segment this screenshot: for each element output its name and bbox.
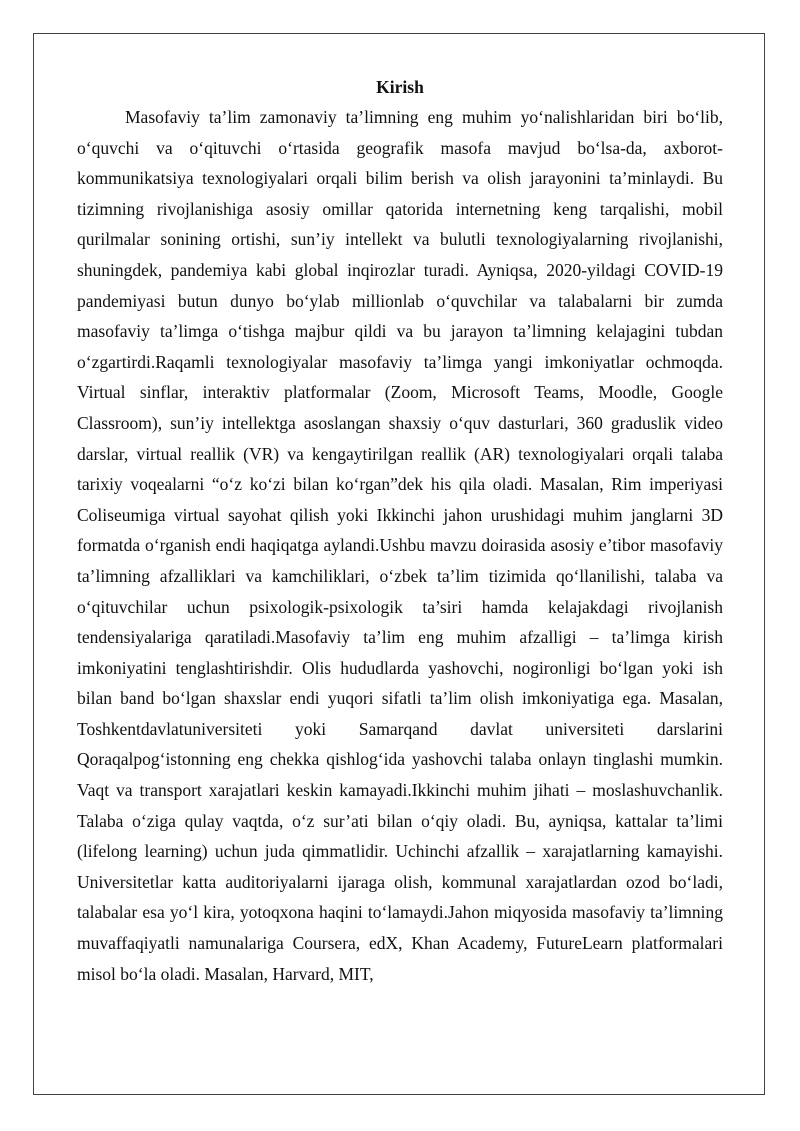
section-title: Kirish [376, 77, 424, 97]
page-content [77, 72, 723, 989]
body-paragraph: Masofaviy ta’lim zamonaviy ta’limning eng muhim yo‘nalishlaridan biri bo‘lib, o‘quvchi va o‘qituvchi o‘rtasida geografik masofa mavjud bo‘lsa-da, axborot-kommunikatsiya texnologiyalari orqali bilim berish va olish jarayonini ta’minlaydi. Bu tizimning rivojlanishiga asosiy omillar qatorida internetning keng tarqalishi, mobil qurilmalar sonining ortishi, sun’iy intellekt va bulutli texnologiyalarning rivojlanishi, shuningdek, pandemiya kabi global inqirozlar turadi. Ayniqsa, 2020-yildagi COVID-19 pandemiyasi butun dunyo bo‘ylab millionlab o‘quvchilar va talabalarni bir zumda masofaviy ta’limga o‘tishga majbur qildi va bu jarayon ta’limning kelajagini tubdan o‘zgartirdi.Raqamli texnologiyalar masofaviy ta’limga yangi imkoniyatlar ochmoqda. Virtual sinflar, interaktiv platformalar (Zoom, Microsoft Teams, Moodle, Google Classroom), sun’iy intellektga asoslangan shaxsiy o‘quv dasturlari, 360 graduslik video darslar, virtual reallik (VR) va kengaytirilgan reallik (AR) texnologiyalari orqali talaba tarixiy voqealarni “o‘z ko‘zi bilan ko‘rgan”dek his qila oladi. Masalan, Rim imperiyasi Coliseumiga virtual sayohat qilish yoki Ikkinchi jahon urushidagi muhim janglarni 3D formatda o‘rganish endi haqiqatga aylandi.Ushbu mavzu doirasida asosiy e’tibor masofaviy ta’limning afzalliklari va kamchiliklari, o‘zbek ta’lim tizimida qo‘llanilishi, talaba va o‘qituvchilar uchun psixologik-psixologik ta’siri hamda kelajakdagi rivojlanish tendensiyalariga qaratiladi.Masofaviy ta’lim eng muhim afzalligi – ta’limga kirish imkoniyatini tenglashtirishdir. Olis hududlarda yashovchi, nogironligi bo‘lgan yoki ish bilan band bo‘lgan shaxslar endi yuqori sifatli ta’lim olish imkoniyatiga ega. Masalan, Toshkentdavlatuniversiteti yoki Samarqand davlat universiteti darslarini Qoraqalpog‘istonning eng chekka qishlog‘ida yashovchi talaba onlayn tinglashi mumkin. Vaqt va transport xarajatlari keskin kamayadi.Ikkinchi muhim jihati – moslashuvchanlik. Talaba o‘ziga qulay vaqtda, o‘z sur’ati bilan o‘qiy oladi. Bu, ayniqsa, kattalar ta’limi (lifelong learning) uchun juda qimmatlidir. Uchinchi afzallik – xarajatlarning kamayishi. Universitetlar katta auditoriyalarni ijaraga olish, kommunal xarajatlardan ozod bo‘ladi, talabalar esa yo‘l kira, yotoqxona haqini to‘lamaydi.Jahon miqyosida masofaviy ta’limning muvaffaqiyatli namunalariga Coursera, edX, Khan Academy, FutureLearn platformalari misol bo‘la oladi. Masalan, Harvard, MIT, [77, 107, 723, 984]
